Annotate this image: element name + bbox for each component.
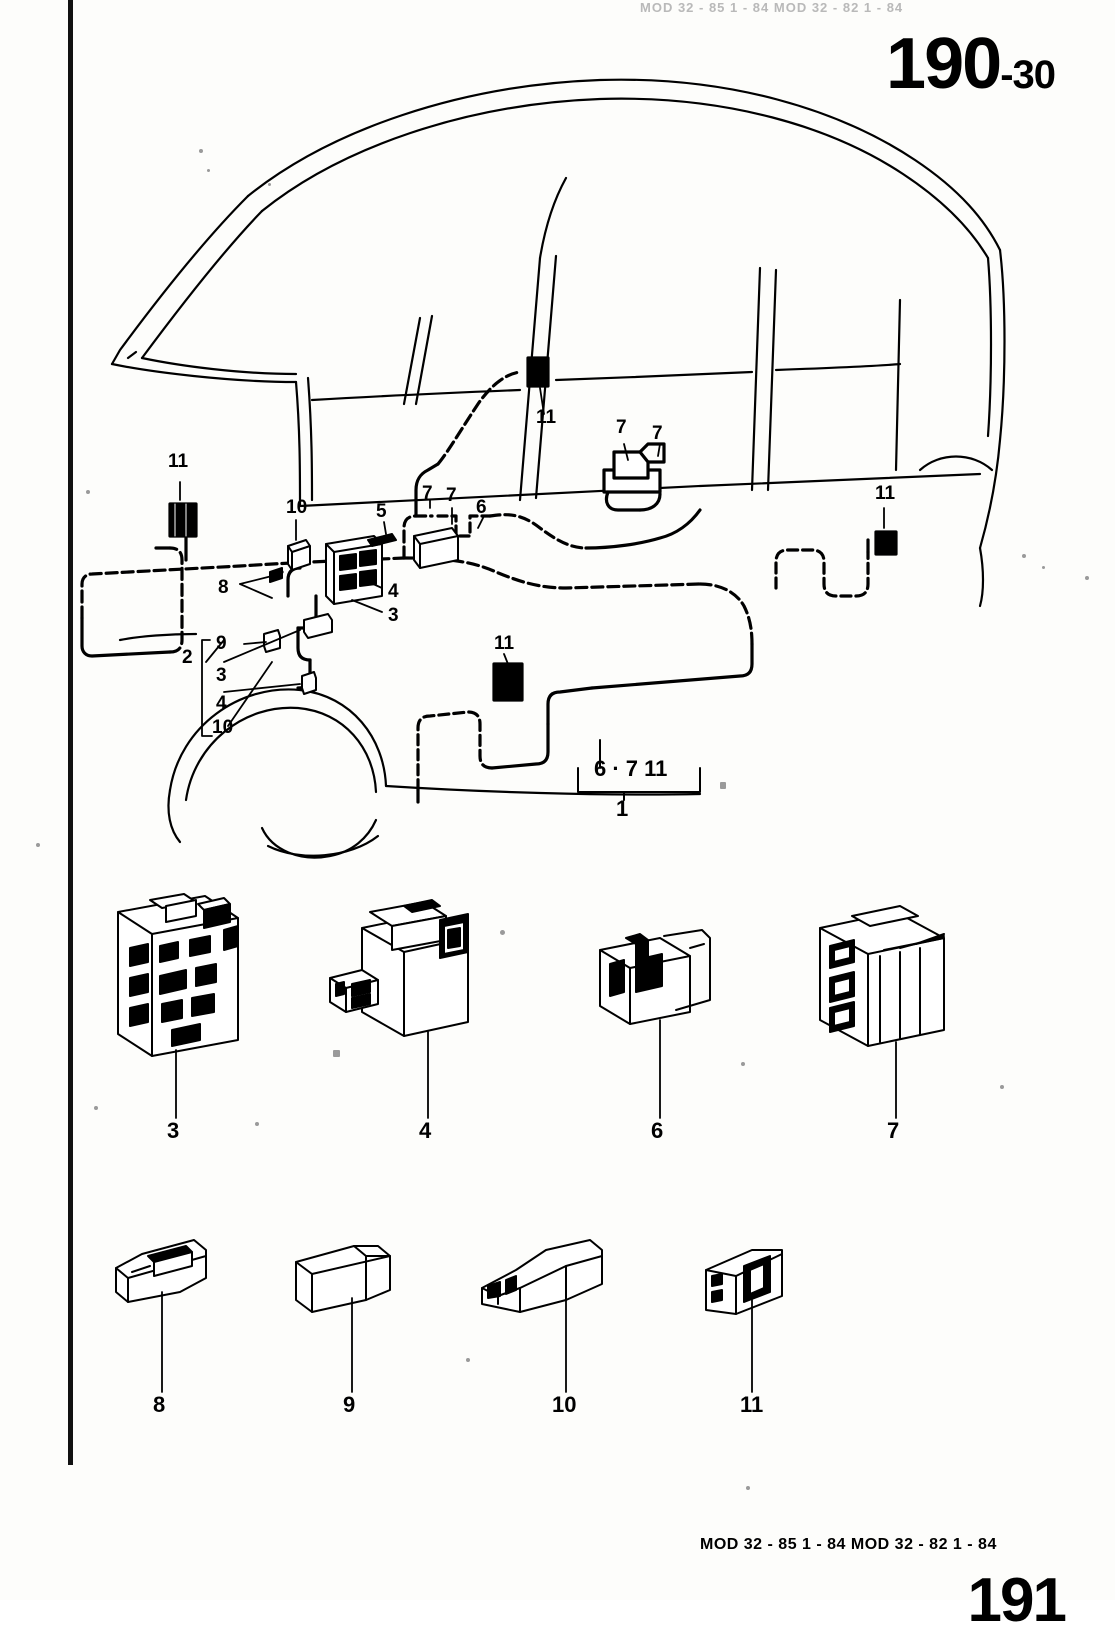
print-speck: [268, 183, 271, 186]
footer-page-number: 191: [967, 1566, 1065, 1635]
footer-model-code: MOD 32 - 85 1 - 84 MOD 32 - 82 1 - 84: [700, 1536, 997, 1553]
callout-4-fuse: 4: [388, 581, 399, 602]
print-speck: [741, 1062, 745, 1066]
header-faint-text: MOD 32 - 85 1 - 84 MOD 32 - 82 1 - 84: [640, 0, 904, 15]
print-speck: [1022, 554, 1026, 558]
callout-9: 9: [216, 633, 227, 654]
print-speck: [500, 930, 505, 935]
callout-10-group: 10: [212, 717, 234, 738]
callout-10-fuse-area: 10: [286, 497, 308, 518]
part-label-9: 9: [343, 1392, 356, 1417]
callout-7-center-b: 7: [652, 423, 663, 444]
page-number-suffix: -30: [1000, 53, 1055, 97]
part-label-11: 11: [740, 1392, 764, 1417]
print-speck: [333, 1050, 340, 1057]
callout-3-fuse: 3: [388, 605, 399, 626]
part-label-6: 6: [651, 1118, 664, 1143]
print-speck: [1000, 1085, 1004, 1089]
callout-11-roof: 11: [536, 407, 557, 428]
print-speck: [720, 782, 726, 789]
callout-7-left-a: 7: [422, 483, 433, 504]
page-number: [886, 24, 1055, 104]
part-label-10: 10: [552, 1392, 577, 1417]
print-speck: [255, 1122, 259, 1126]
print-speck: [86, 490, 90, 494]
callout-8: 8: [218, 577, 229, 598]
callout-4-group: 4: [216, 693, 227, 714]
print-speck: [746, 1486, 750, 1490]
callout-2-group: 2: [182, 647, 193, 668]
page-number-main: 190: [886, 24, 1001, 104]
print-speck: [207, 169, 210, 172]
callout-7-center-a: 7: [616, 417, 627, 438]
callout-bracket-items: 6 · 7 11: [594, 756, 668, 781]
callout-7-left-b: 7: [446, 485, 457, 506]
part-label-7: 7: [887, 1118, 900, 1143]
callout-11-right: 11: [875, 483, 896, 504]
callout-1: 1: [616, 796, 629, 821]
callout-6: 6: [476, 497, 487, 518]
print-speck: [1042, 566, 1045, 569]
left-margin-rule: [68, 0, 73, 1465]
print-speck: [1085, 576, 1089, 580]
callout-3-group: 3: [216, 665, 227, 686]
callout-11-floor: 11: [494, 633, 515, 654]
callout-11-left-rocker: 11: [168, 451, 189, 472]
callout-5: 5: [376, 501, 387, 522]
print-speck: [199, 149, 203, 153]
print-speck: [94, 1106, 98, 1110]
print-speck: [466, 1358, 470, 1362]
print-speck: [36, 843, 40, 847]
part-label-3: 3: [167, 1118, 180, 1143]
part-label-4: 4: [419, 1118, 432, 1143]
part-label-8: 8: [153, 1392, 166, 1417]
